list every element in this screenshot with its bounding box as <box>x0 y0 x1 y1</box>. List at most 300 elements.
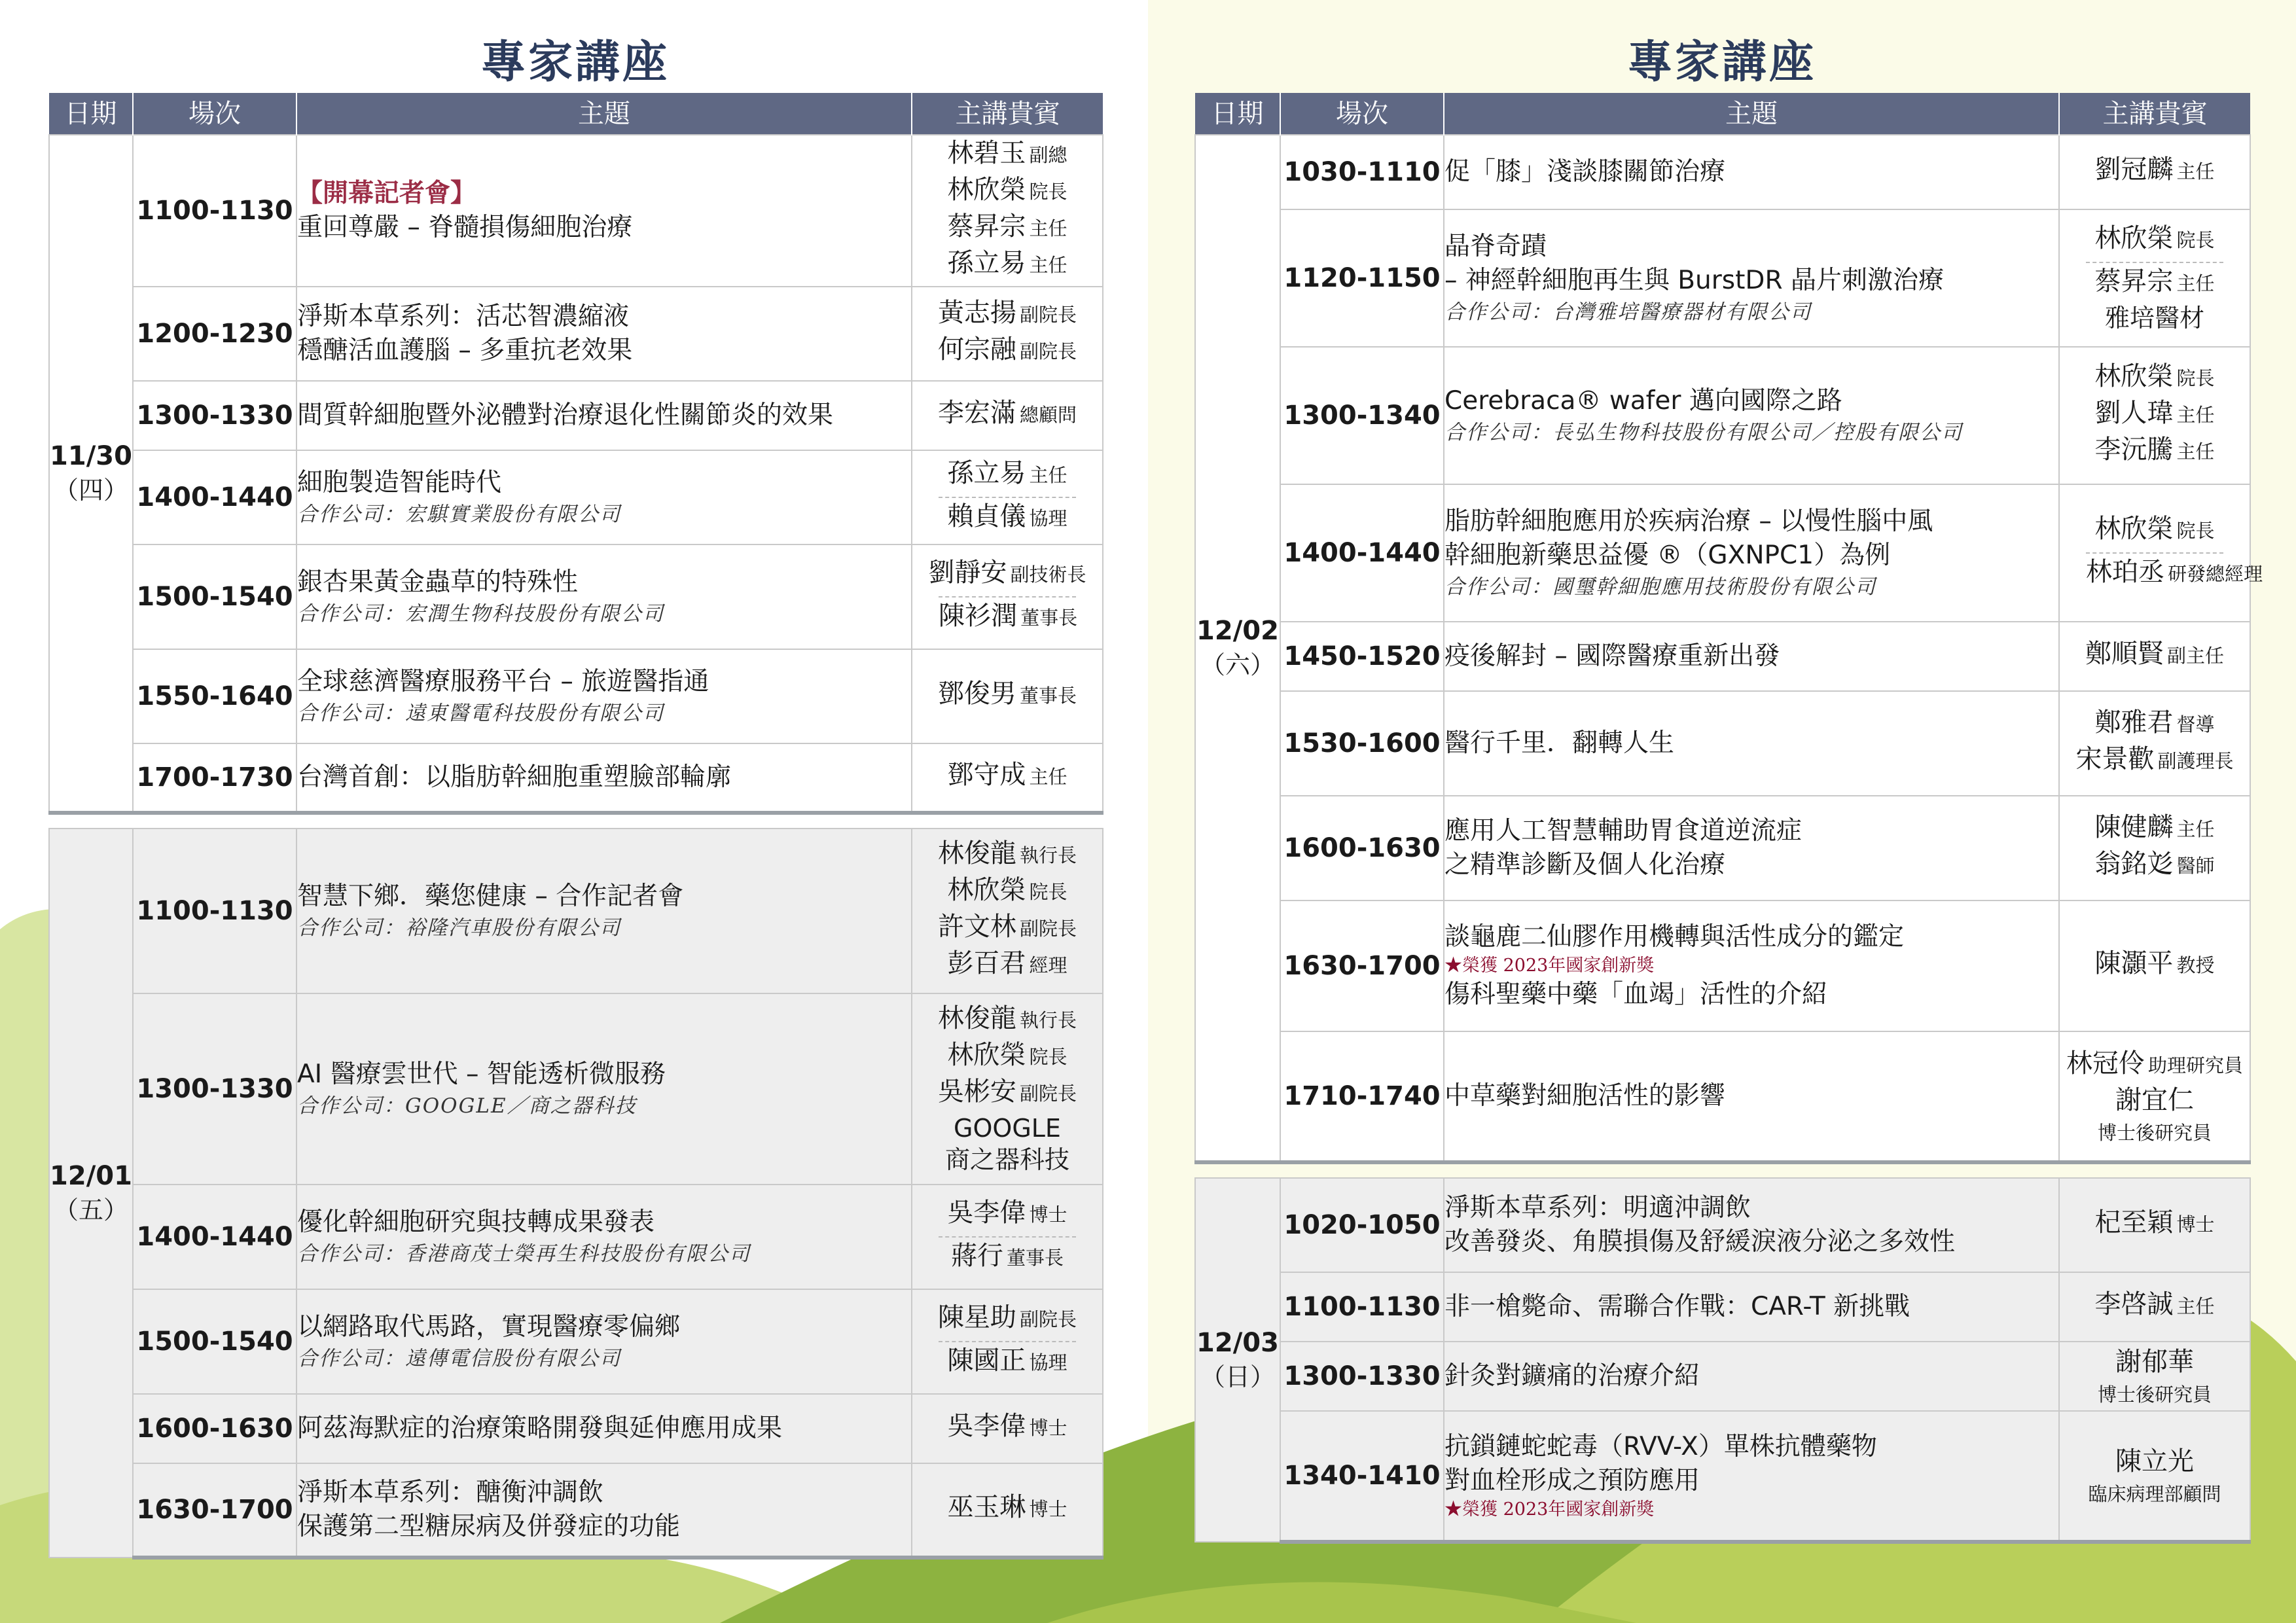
partner-org: 雅培醫材 <box>2104 304 2204 332</box>
session-time: 1450-1520 <box>1280 622 1444 691</box>
speaker-name: 彭百君 <box>947 948 1026 978</box>
partner-company: 合作公司：宏騏實業股份有限公司 <box>297 503 621 526</box>
topic-line: 台灣首創：以脂肪幹細胞重塑臉部輪廓 <box>297 762 732 792</box>
speaker-name: 黃志揚 <box>937 298 1016 328</box>
topic-cell <box>1444 484 2059 622</box>
table-row <box>49 1185 1103 1289</box>
topic-cell <box>296 135 912 287</box>
speaker-title: 主任 <box>2176 1295 2215 1317</box>
speaker <box>2060 397 2250 434</box>
speaker-name: 翁銘彣 <box>2094 849 2174 879</box>
speaker-name: 李啓誠 <box>2094 1289 2174 1319</box>
speaker-name: 鄭雅君 <box>2094 707 2174 738</box>
topic-line: 細胞製造智能時代 <box>297 468 502 497</box>
press-conference-label: 【開幕記者會】 <box>297 179 476 208</box>
speaker <box>2060 434 2250 471</box>
topic-line: 疫後解封 – 國際醫療重新出發 <box>1444 641 1780 671</box>
speaker-name: 鄭順賢 <box>2085 639 2164 669</box>
header-speaker: 主講貴賓 <box>2102 98 2208 129</box>
speaker-name: 陳健麟 <box>2094 812 2174 842</box>
speaker-cell <box>912 743 1103 813</box>
table-row <box>1195 622 2250 691</box>
speaker-title: 經理 <box>1029 954 1067 976</box>
speaker-cell <box>912 1289 1103 1394</box>
speaker-title: 助理研究員 <box>2148 1054 2244 1077</box>
speaker-title: 院長 <box>1029 1046 1067 1068</box>
speaker-title: 協理 <box>1029 507 1067 529</box>
topic-cell <box>1444 1272 2059 1342</box>
speaker <box>912 1003 1102 1039</box>
speaker <box>2060 743 2250 780</box>
table-row <box>1195 135 2250 209</box>
speaker <box>2060 1289 2250 1325</box>
topic-line: 優化幹細胞研究與技轉成果發表 <box>297 1207 655 1237</box>
speaker-name: 陳星助 <box>937 1302 1016 1332</box>
speaker-title: 主任 <box>2176 160 2215 183</box>
session-time: 1300-1330 <box>133 993 296 1185</box>
speaker <box>912 247 1102 284</box>
speaker-title: 教授 <box>2176 954 2215 976</box>
topic-line: 抗鎖鏈蛇蛇毒（RVV-X）單株抗體藥物 <box>1444 1432 1877 1461</box>
speaker-cell <box>2059 1411 2250 1542</box>
day-group <box>1195 1178 2250 1542</box>
speaker <box>2060 361 2250 397</box>
speaker <box>912 1076 1102 1113</box>
table-row <box>1195 901 2250 1031</box>
speaker-title: 執行長 <box>1020 844 1077 866</box>
speaker <box>2060 638 2250 675</box>
header-topic: 主題 <box>1444 93 2059 135</box>
speaker-title: 副主任 <box>2167 645 2225 667</box>
topic-cell <box>296 450 912 544</box>
speaker-title: 主任 <box>2176 440 2215 463</box>
session-time: 1500-1540 <box>133 544 296 649</box>
topic-line: 幹細胞新藥思益優 ®（GXNPC1）為例 <box>1444 541 1891 570</box>
left-panel <box>48 0 1102 1560</box>
topic-line: 談龜鹿二仙膠作用機轉與活性成分的鑑定 <box>1444 922 1905 952</box>
date-label: 12/01 <box>50 1161 132 1191</box>
speaker-title: 博士 <box>1029 1417 1067 1439</box>
speaker-cell <box>912 450 1103 544</box>
speaker-title: 董事長 <box>1020 685 1077 707</box>
speaker-name: 陳立光 <box>2115 1446 2194 1476</box>
topic-line: 重回尊嚴 – 脊髓損傷細胞治療 <box>297 213 633 242</box>
speaker-name: 陳國正 <box>947 1346 1026 1376</box>
speaker-name: 宋景歡 <box>2075 744 2155 774</box>
speaker <box>2060 513 2250 550</box>
speaker-name: 李沅騰 <box>2094 435 2174 465</box>
speaker-name: 許文林 <box>937 912 1016 942</box>
speaker-title: 主任 <box>2176 818 2215 840</box>
speaker <box>912 1039 1102 1076</box>
header-speaker: 主講貴賓 <box>955 98 1060 129</box>
topic-line: 保護第二型糖尿病及併發症的功能 <box>297 1512 681 1541</box>
partner-company: 合作公司：長弘生物科技股份有限公司／控股有限公司 <box>1444 421 1963 444</box>
table-row <box>49 135 1103 287</box>
speaker <box>912 1491 1102 1528</box>
table-row <box>1195 1411 2250 1542</box>
session-time: 1400-1440 <box>1280 484 1444 622</box>
speaker-name: 劉冠麟 <box>2094 154 2174 185</box>
speaker-title: 副院長 <box>1020 918 1077 940</box>
date-label: 11/30 <box>50 441 132 471</box>
speaker-name: 蔣行 <box>950 1241 1003 1271</box>
topic-line: – 神經幹細胞再生與 BurstDR 晶片刺激治療 <box>1444 266 1944 295</box>
speaker-cell <box>2059 135 2250 209</box>
partner-company: 合作公司：國璽幹細胞應用技術股份有限公司 <box>1444 575 1876 599</box>
speaker-title: 院長 <box>2176 520 2215 542</box>
partner-company: 合作公司：遠傳電信股份有限公司 <box>297 1347 621 1370</box>
speaker-cell <box>912 1463 1103 1558</box>
session-time: 1300-1330 <box>1280 1342 1444 1411</box>
speaker-name: 劉人瑋 <box>2094 398 2174 428</box>
day-group <box>1195 135 2263 1162</box>
session-time: 1630-1700 <box>1280 901 1444 1031</box>
topic-cell <box>296 544 912 649</box>
table-row <box>49 450 1103 544</box>
speaker-subtitle: 博士後研究員 <box>2097 1383 2212 1406</box>
speaker <box>2086 552 2263 593</box>
table-row <box>49 1289 1103 1394</box>
speaker <box>2060 1048 2250 1084</box>
speaker-subtitle: 博士後研究員 <box>2097 1122 2212 1144</box>
table-row <box>1195 347 2250 484</box>
partner-company: 合作公司：GOOGLE／商之器科技 <box>297 1094 637 1118</box>
topic-line: 以網路取代馬路，實現醫療零偏鄉 <box>297 1312 681 1342</box>
speaker-title: 副院長 <box>1020 340 1077 363</box>
topic-line: 對血栓形成之預防應用 <box>1444 1466 1700 1495</box>
speaker <box>939 596 1076 637</box>
speaker-cell <box>2059 347 2250 484</box>
speaker-title: 主任 <box>1029 766 1067 788</box>
topic-cell <box>296 1185 912 1289</box>
speaker-name: 吳彬安 <box>937 1077 1016 1107</box>
session-time: 1030-1110 <box>1280 135 1444 209</box>
speaker <box>2060 1446 2250 1482</box>
speaker-cell <box>912 993 1103 1185</box>
topic-cell <box>1444 901 2059 1031</box>
topic-cell <box>296 829 912 993</box>
speaker-title: 主任 <box>2176 272 2215 294</box>
speaker <box>2060 1346 2250 1383</box>
speaker-title: 主任 <box>2176 404 2215 426</box>
speaker-title: 協理 <box>1029 1351 1067 1374</box>
topic-cell <box>296 1463 912 1558</box>
speaker-cell <box>2059 691 2250 796</box>
speaker <box>2060 154 2250 190</box>
date-cell <box>49 829 133 1558</box>
speaker-title: 博士 <box>2176 1213 2215 1236</box>
table-row <box>49 1394 1103 1463</box>
session-time: 1600-1630 <box>133 1394 296 1463</box>
speaker-cell <box>2059 1031 2250 1162</box>
speaker-name: 林俊龍 <box>937 838 1016 868</box>
partner-company: 合作公司：香港商茂士榮再生科技股份有限公司 <box>297 1242 751 1266</box>
speaker-title: 副總 <box>1029 144 1067 166</box>
speaker-cell <box>2059 796 2250 901</box>
topic-line: 改善發炎、角膜損傷及舒緩淚液分泌之多效性 <box>1444 1227 1956 1257</box>
table-row <box>1195 484 2250 622</box>
speaker-name: 孫立易 <box>947 458 1026 488</box>
weekday-label: （五） <box>53 1196 128 1224</box>
speaker <box>912 297 1102 334</box>
speaker-name: 林俊龍 <box>937 1003 1016 1033</box>
speaker-name: 鄧俊男 <box>937 679 1016 709</box>
session-time: 1630-1700 <box>133 1463 296 1558</box>
topic-cell <box>296 649 912 743</box>
topic-line: 淨斯本草系列：活芯智濃縮液 <box>297 302 630 331</box>
speaker <box>2060 812 2250 848</box>
speaker-name: 林欣榮 <box>2094 361 2174 391</box>
speaker <box>912 759 1102 796</box>
speaker <box>912 838 1102 874</box>
session-time: 1530-1600 <box>1280 691 1444 796</box>
day-group <box>49 829 1103 1558</box>
weekday-label: （日） <box>1200 1363 1275 1391</box>
speaker-title: 主任 <box>1029 254 1067 276</box>
session-time: 1710-1740 <box>1280 1031 1444 1162</box>
speaker-title: 副院長 <box>1020 304 1077 326</box>
topic-line: 脂肪幹細胞應用於疾病治療 – 以慢性腦中風 <box>1444 507 1933 536</box>
speaker-title: 副技術長 <box>1010 563 1086 586</box>
date-label: 12/02 <box>1196 616 1279 646</box>
topic-line: 間質幹細胞暨外泌體對治療退化性關節炎的效果 <box>297 401 834 430</box>
topic-line: 全球慈濟醫療服務平台 – 旅遊醫指通 <box>297 667 709 696</box>
panel-title: 專家講座 <box>480 37 670 88</box>
session-time: 1100-1130 <box>133 829 296 993</box>
topic-cell <box>1444 622 2059 691</box>
table-row <box>1195 691 2250 796</box>
speaker-cell <box>912 381 1103 450</box>
table-row <box>1195 1272 2250 1342</box>
day-divider <box>1195 1162 2250 1178</box>
topic-cell <box>1444 1031 2059 1162</box>
topic-line: 醫行千里．翻轉人生 <box>1444 728 1675 758</box>
topic-cell <box>1444 1411 2059 1542</box>
table-header-row <box>1195 93 2250 135</box>
speaker-cell <box>912 649 1103 743</box>
topic-line: 之精準診斷及個人化治療 <box>1444 850 1726 880</box>
session-time: 1550-1640 <box>133 649 296 743</box>
speaker-name: 李宏滿 <box>937 398 1016 428</box>
table-row <box>49 829 1103 993</box>
speaker <box>912 557 1102 594</box>
speaker <box>939 1236 1076 1277</box>
speaker <box>2086 262 2223 302</box>
partner-company: 合作公司：裕隆汽車股份有限公司 <box>297 916 621 940</box>
speaker <box>2060 1207 2250 1243</box>
weekday-label: （四） <box>53 476 128 505</box>
table-row <box>49 381 1103 450</box>
speaker-title: 院長 <box>1029 881 1067 903</box>
speaker-name: 吳李偉 <box>947 1411 1026 1441</box>
topic-cell <box>1444 347 2059 484</box>
table-row <box>49 993 1103 1185</box>
header-date: 日期 <box>49 93 133 135</box>
panel-title: 專家講座 <box>1627 37 1816 88</box>
table-row <box>1195 1342 2250 1411</box>
speaker-cell <box>912 135 1103 287</box>
speaker-subtitle: 臨床病理部顧問 <box>2088 1483 2221 1505</box>
table-row <box>1195 796 2250 901</box>
speaker-name: 賴貞儀 <box>947 501 1026 531</box>
date-label: 12/03 <box>1196 1328 1279 1358</box>
partner-company: 合作公司：宏潤生物科技股份有限公司 <box>297 602 664 626</box>
partner-org: 商之器科技 <box>944 1145 1069 1174</box>
topic-cell <box>296 1394 912 1463</box>
speaker <box>912 174 1102 211</box>
speaker-title: 總顧問 <box>1020 404 1077 426</box>
schedule-table <box>1194 93 2263 1544</box>
speaker-name: 孫立易 <box>947 248 1026 278</box>
header-session: 場次 <box>1280 93 1444 135</box>
topic-line: 傷科聖藥中藥「血竭」活性的介紹 <box>1444 980 1828 1009</box>
speaker-cell <box>2059 622 2250 691</box>
speaker-cell <box>912 829 1103 993</box>
speaker-title: 主任 <box>1029 217 1067 240</box>
day-group <box>49 135 1103 813</box>
speaker <box>939 1341 1076 1382</box>
speaker-name: 謝宜仁 <box>2115 1085 2194 1115</box>
speaker-title: 董事長 <box>1007 1247 1064 1269</box>
speaker-title: 董事長 <box>1020 607 1078 629</box>
session-time: 1200-1230 <box>133 287 296 381</box>
speaker <box>912 678 1102 715</box>
topic-line: AI 醫療雲世代 – 智能透析微服務 <box>297 1060 666 1089</box>
speaker <box>2060 223 2250 259</box>
topic-cell <box>296 287 912 381</box>
speaker-title: 督導 <box>2176 713 2215 736</box>
topic-cell <box>1444 691 2059 796</box>
speaker-cell <box>2059 209 2250 347</box>
topic-cell <box>296 743 912 813</box>
session-time: 1020-1050 <box>1280 1178 1444 1272</box>
speaker-cell <box>2059 484 2263 622</box>
speaker-name: 林碧玉 <box>947 138 1026 168</box>
speaker-name: 謝郁華 <box>2115 1347 2194 1377</box>
speaker <box>2060 1084 2250 1121</box>
topic-line: 中草藥對細胞活性的影響 <box>1444 1081 1726 1111</box>
table-row <box>1195 1178 2250 1272</box>
topic-line: 促「膝」淺談膝關節治療 <box>1444 157 1726 187</box>
speaker <box>939 497 1076 537</box>
topic-line: 針灸對鑛痛的治療介紹 <box>1444 1361 1700 1391</box>
speaker-cell <box>2059 901 2250 1031</box>
speaker-name: 蔡昇宗 <box>947 211 1026 241</box>
speaker-name: 巫玉琳 <box>947 1492 1026 1522</box>
session-time: 1100-1130 <box>133 135 296 287</box>
header-date: 日期 <box>1195 93 1280 135</box>
topic-line: 淨斯本草系列：明適沖調飲 <box>1444 1193 1751 1222</box>
table-header-row <box>49 93 1103 135</box>
speaker-title: 醫師 <box>2176 855 2215 877</box>
speaker-cell <box>912 544 1103 649</box>
session-time: 1600-1630 <box>1280 796 1444 901</box>
topic-cell <box>296 1289 912 1394</box>
date-cell <box>1195 1178 1280 1542</box>
speaker-name: 劉靜安 <box>928 558 1007 588</box>
speaker <box>912 137 1102 174</box>
speaker-title: 執行長 <box>1020 1009 1077 1031</box>
table-row <box>1195 209 2250 347</box>
speaker-name: 何宗融 <box>937 334 1016 365</box>
speaker-name: 林珀丞 <box>2086 557 2164 587</box>
topic-cell <box>296 993 912 1185</box>
speaker-title: 博士 <box>1029 1204 1067 1226</box>
speaker-cell <box>912 287 1103 381</box>
topic-line: 晶脊奇蹟 <box>1444 232 1547 261</box>
table-row <box>49 649 1103 743</box>
speaker-title: 研發總經理 <box>2168 563 2263 585</box>
divider-cell <box>1195 1162 2250 1178</box>
header-session: 場次 <box>133 93 296 135</box>
speaker-name: 林冠伶 <box>2066 1048 2145 1079</box>
speaker <box>2060 848 2250 885</box>
speaker-cell <box>2059 1272 2250 1342</box>
session-time: 1700-1730 <box>133 743 296 813</box>
session-time: 1300-1330 <box>133 381 296 450</box>
speaker <box>912 948 1102 984</box>
speaker-name: 吳李偉 <box>947 1198 1026 1228</box>
topic-line: 阿茲海默症的治療策略開發與延伸應用成果 <box>297 1414 783 1443</box>
speaker-cell <box>2059 1342 2250 1411</box>
day-divider <box>49 813 1103 829</box>
table-row <box>49 287 1103 381</box>
divider-row <box>49 813 1103 829</box>
session-time: 1400-1440 <box>133 1185 296 1289</box>
speaker-title: 副院長 <box>1020 1082 1077 1105</box>
speaker <box>912 911 1102 948</box>
topic-cell <box>1444 209 2059 347</box>
topic-cell <box>1444 135 2059 209</box>
session-time: 1100-1130 <box>1280 1272 1444 1342</box>
topic-line: 應用人工智慧輔助胃食道逆流症 <box>1444 816 1803 846</box>
session-time: 1300-1340 <box>1280 347 1444 484</box>
speaker <box>912 874 1102 911</box>
topic-cell <box>296 381 912 450</box>
speaker <box>2060 948 2250 984</box>
speaker-name: 林欣榮 <box>947 175 1026 205</box>
table-row <box>49 743 1103 813</box>
topic-cell <box>1444 796 2059 901</box>
session-time: 1400-1440 <box>133 450 296 544</box>
session-time: 1120-1150 <box>1280 209 1444 347</box>
topic-line: 銀杏果黃金蟲草的特殊性 <box>297 567 579 597</box>
speaker <box>912 397 1102 434</box>
speaker <box>912 1197 1102 1234</box>
table-row <box>49 1463 1103 1558</box>
speaker-cell <box>912 1185 1103 1289</box>
speaker-name: 林欣榮 <box>2094 514 2174 544</box>
topic-line: 非一槍斃命、需聯合作戰：CAR-T 新挑戰 <box>1444 1292 1910 1321</box>
speaker-title: 院長 <box>2176 367 2215 389</box>
speaker-name: 林欣榮 <box>2094 223 2174 253</box>
award-label: ★榮獲 2023年國家創新獎 <box>1444 1499 1655 1520</box>
speaker-cell <box>912 1394 1103 1463</box>
speaker-name: 林欣榮 <box>947 1040 1026 1070</box>
speaker-cell <box>2059 1178 2250 1272</box>
speaker <box>912 211 1102 247</box>
speaker-title: 院長 <box>2176 229 2215 251</box>
date-cell <box>49 135 133 813</box>
speaker <box>912 1302 1102 1338</box>
weekday-label: （六） <box>1200 651 1275 679</box>
partner-company: 合作公司：遠東醫電科技股份有限公司 <box>297 702 664 725</box>
topic-cell <box>1444 1342 2059 1411</box>
speaker <box>2060 707 2250 743</box>
award-label: ★榮獲 2023年國家創新獎 <box>1444 955 1655 976</box>
speaker-name: 鄧守成 <box>947 760 1026 790</box>
